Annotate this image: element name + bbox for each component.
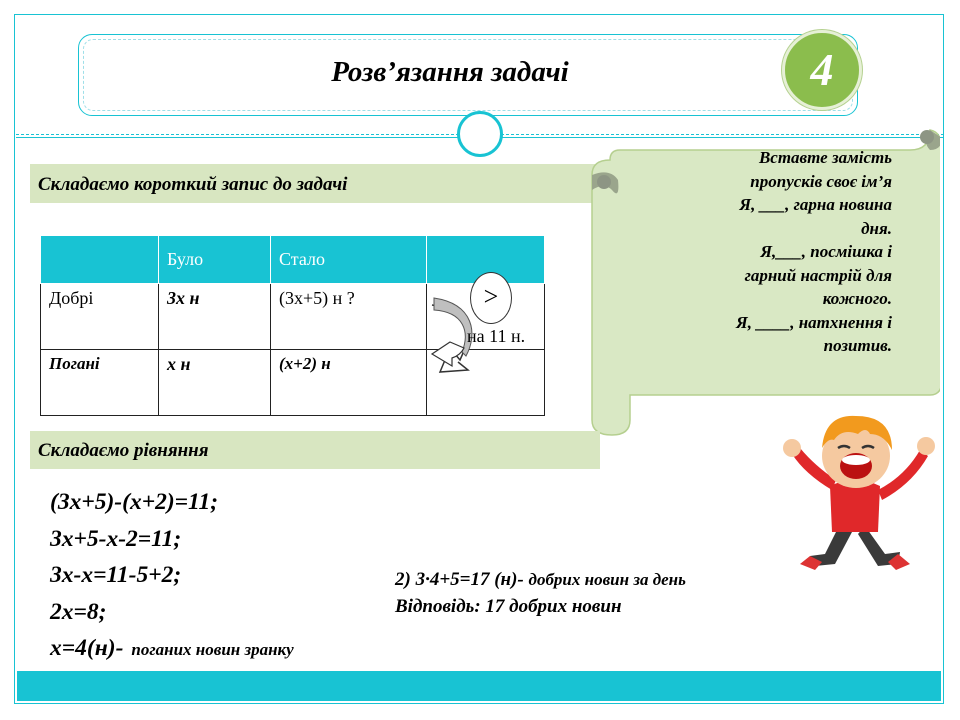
answer-step-expr: 2) 3∙4+5=17 (н)-: [395, 569, 524, 590]
cell-became: (3х+5) н ?: [271, 284, 427, 350]
answer-final: Відповідь: 17 добрих новин: [395, 596, 622, 617]
equation-block: [50, 484, 294, 669]
side-note-line: Я, ____, натхнення і: [736, 312, 892, 332]
table-header-cell: Було: [159, 236, 271, 284]
side-note-line: кожного.: [822, 289, 892, 308]
equation-line: 3х+5-х-2=11;: [50, 525, 182, 552]
side-note-line: Я,___, посмішка і: [760, 242, 892, 261]
side-note-line: дня.: [861, 218, 892, 238]
cell-became: (х+2) н: [271, 350, 427, 416]
answer-step: [395, 566, 686, 593]
side-note-line: Я, ___, гарна новина: [739, 195, 892, 214]
side-note-line: гарний настрій для: [744, 265, 892, 285]
side-note-line: позитив.: [823, 336, 892, 355]
row-label: Погані: [41, 350, 159, 416]
side-note-line: Вставте замість: [758, 148, 892, 167]
bottom-bar: [17, 671, 941, 701]
slide-number-badge: 4: [782, 30, 862, 110]
happy-boy-illustration: [770, 404, 950, 574]
answer-step-note: добрих новин за день: [528, 570, 686, 589]
page-title: Розв’язання задачі: [331, 56, 569, 88]
equation-line: 2х=8;: [50, 598, 107, 625]
section-heading-short-record: Складаємо короткий запис до задачі: [30, 164, 600, 203]
equation-result-note: поганих новин зранку: [131, 640, 294, 659]
cell-was: х н: [159, 350, 271, 416]
equation-result: х=4(н)-: [50, 635, 124, 661]
equation-line: 3х-х=11-5+2;: [50, 562, 182, 588]
equation-line-last: [50, 630, 294, 669]
ring-ornament: [457, 111, 503, 157]
answer-block: [395, 566, 686, 620]
side-note-line: пропусків своє ім’я: [750, 171, 892, 191]
side-note: [640, 146, 892, 358]
cell-was: 3х н: [159, 284, 271, 350]
equation-line: (3х+5)-(х+2)=11;: [50, 489, 219, 515]
section-heading-equation: Складаємо рівняння: [30, 431, 600, 469]
table-header-row: [41, 236, 545, 284]
table-header-cell: [41, 236, 159, 284]
table-header-cell: Стало: [271, 236, 427, 284]
comparison-label: на 11 н.: [467, 326, 526, 346]
comparison-sign: >: [470, 272, 512, 324]
row-label: Добрі: [41, 284, 159, 350]
